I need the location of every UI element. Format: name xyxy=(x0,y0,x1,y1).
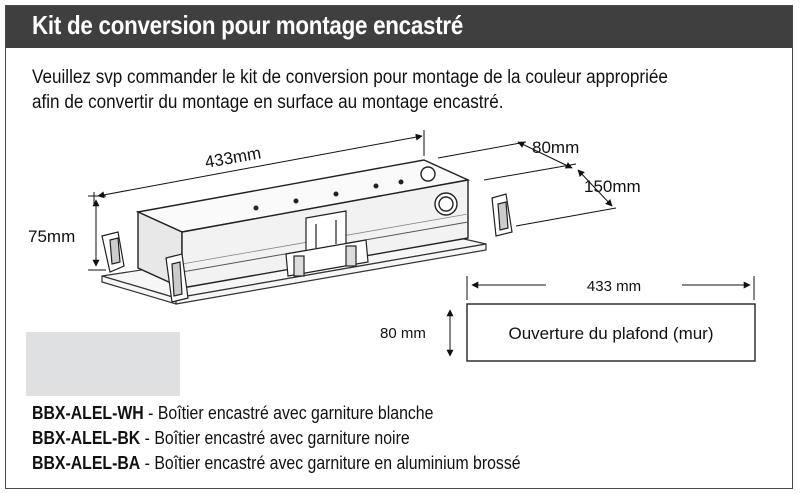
dim-height-label: 75mm xyxy=(28,227,76,246)
trim-color-swatch xyxy=(26,332,180,396)
dim-length-label: 433mm xyxy=(203,143,263,172)
dimension-75-height xyxy=(88,196,106,270)
model-code: BBX-ALEL-BA xyxy=(32,453,141,473)
intro-line-2: afin de convertir du montage en surface au montage encastré. xyxy=(32,92,504,113)
model-description: - Boîtier encastré avec garniture en aluminium brossé xyxy=(140,453,521,473)
model-row-wh xyxy=(32,401,521,426)
spec-sheet-frame xyxy=(5,5,793,489)
spring-clip-right xyxy=(492,194,512,236)
model-description: - Boîtier encastré avec garniture noire xyxy=(140,428,410,448)
intro-line-1: Veuillez svp commander le kit de conversion pour montage de la couleur appropriée xyxy=(32,67,668,88)
cutout-caption: Ouverture du plafond (mur) xyxy=(508,324,714,343)
model-description: - Boîtier encastré avec garniture blanche xyxy=(143,403,434,423)
cutout-height-label: 80 mm xyxy=(380,325,426,342)
model-list xyxy=(32,401,587,476)
cutout-width-label: 433 mm xyxy=(586,278,642,295)
model-code: BBX-ALEL-WH xyxy=(32,403,144,423)
model-code: BBX-ALEL-BK xyxy=(32,428,141,448)
page-title: Kit de conversion pour montage encastré xyxy=(32,10,464,40)
model-row-ba xyxy=(32,451,521,476)
dim-depth-label: 80mm xyxy=(532,138,580,157)
model-row-bk xyxy=(32,426,521,451)
dim-width-label: 150mm xyxy=(584,177,641,196)
